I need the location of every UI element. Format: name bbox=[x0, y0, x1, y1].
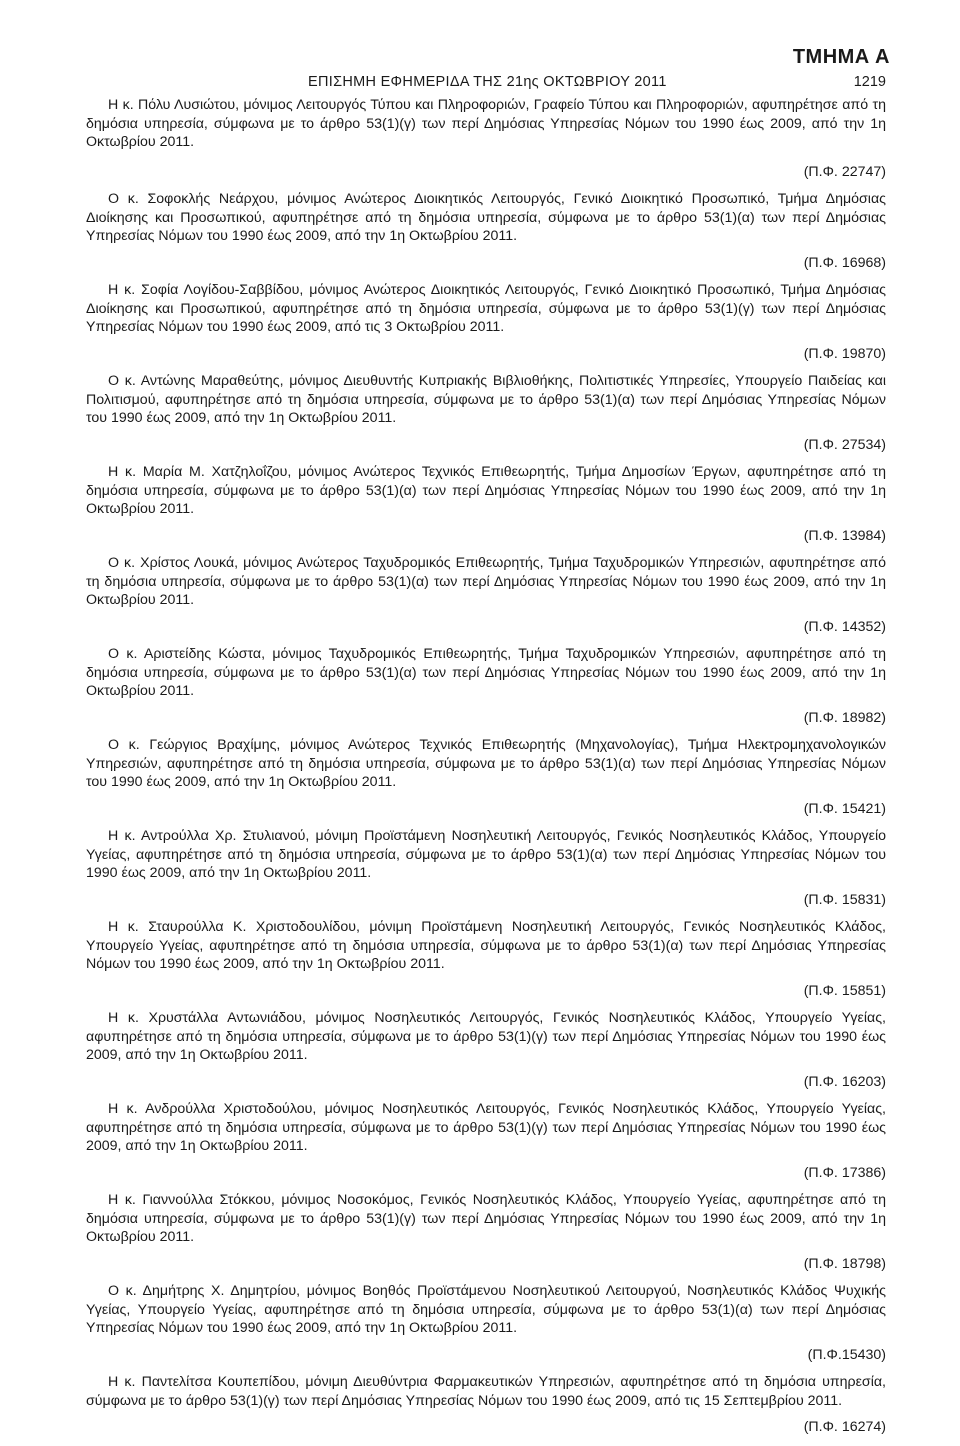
notice-entry bbox=[86, 1009, 886, 1091]
notice-reference: (Π.Φ. 15831) bbox=[803, 891, 886, 908]
notice-text: Η κ. Ανδρούλλα Χριστοδούλου, μόνιμος Νοσηλευτικός Λειτουργός, Γενικός Νοσηλευτικός Κλάδος, Υπουργείο Υγείας, αφυπηρέτησε από τη δημόσια υπηρεσία, σύμφωνα με το άρθρο 53(1)(γ) των περί Δημόσιας Υπηρεσίας Νόμων του 1990 έως 2009, από την 1η Οκτωβρίου 2011. bbox=[86, 1101, 886, 1154]
notice-text: Ο κ. Χρίστος Λουκά, μόνιμος Ανώτερος Ταχυδρομικός Επιθεωρητής, Τμήμα Ταχυδρομικών Υπηρεσιών, αφυπηρέτησε από τη δημόσια υπηρεσία, σύμφωνα με το άρθρο 53(1)(α) των περί Δημόσιας Υπηρεσίας Νόμων του 1990 έως 2009, από την 1η Οκτωβρίου 2011. bbox=[86, 555, 886, 608]
notice-text: Η κ. Πόλυ Λυσιώτου, μόνιμος Λειτουργός Τύπου και Πληροφοριών, Γραφείο Τύπου και Πληροφοριών, αφυπηρέτησε από τη δημόσια υπηρεσία, σύμφωνα με το άρθρο 53(1)(γ) των περί Δημόσιας Υπηρεσίας Νόμων του 1990 έως 2009, από την 1η Οκτωβρίου 2011. bbox=[86, 97, 886, 150]
notice-reference: (Π.Φ.15430) bbox=[807, 1346, 886, 1363]
notice-text: Η κ. Σοφία Λογίδου-Σαββίδου, μόνιμος Ανώτερος Διοικητικός Λειτουργός, Γενικό Διοικητικό Προσωπικό, Τμήμα Δημόσιας Διοίκησης και Προσωπικού, αφυπηρέτησε από τη δημόσια υπηρεσία, σύμφωνα με το άρθρο 53(1)(γ) των περί Δημόσιας Υπηρεσίας Νόμων του 1990 έως 2009, από τις 3 Οκτωβρίου 2011. bbox=[86, 282, 886, 335]
notice-text: Η κ. Αντρούλλα Χρ. Στυλιανού, μόνιμη Προϊστάμενη Νοσηλευτική Λειτουργός, Γενικός Νοσηλευτικός Κλάδος, Υπουργείο Υγείας, αφυπηρέτησε από τη δημόσια υπηρεσία, σύμφωνα με το άρθρο 53(1)(α) των περί Δημόσιας Υπηρεσίας Νόμων του 1990 έως 2009, από την 1η Οκτωβρίου 2011. bbox=[86, 828, 886, 881]
notice-reference: (Π.Φ. 17386) bbox=[803, 1164, 886, 1181]
notice-entry bbox=[86, 918, 886, 1000]
page-number: 1219 bbox=[853, 74, 886, 90]
notice-reference: (Π.Φ. 27534) bbox=[803, 436, 886, 453]
notice-reference: (Π.Φ. 14352) bbox=[803, 618, 886, 635]
notice-entry bbox=[86, 827, 886, 909]
notice-text: Η κ. Μαρία Μ. Χατζηλοΐζου, μόνιμος Ανώτερος Τεχνικός Επιθεωρητής, Τμήμα Δημοσίων Έργων, αφυπηρέτησε από τη δημόσια υπηρεσία, σύμφωνα με το άρθρο 53(1)(α) των περί Δημόσιας Υπηρεσίας Νόμων του 1990 έως 2009, από την 1η Οκτωβρίου 2011. bbox=[86, 464, 886, 517]
notice-reference: (Π.Φ. 15851) bbox=[803, 982, 886, 999]
notice-text: Η κ. Γιαννούλλα Στόκκου, μόνιμος Νοσοκόμος, Γενικός Νοσηλευτικός Κλάδος, Υπουργείο Υγείας, αφυπηρέτησε από τη δημόσια υπηρεσία, σύμφωνα με το άρθρο 53(1)(γ) των περί Δημόσιας Υπηρεσίας Νόμων του 1990 έως 2009, από την 1η Οκτωβρίου 2011. bbox=[86, 1192, 886, 1245]
notice-entry bbox=[86, 372, 886, 454]
notice-text: Ο κ. Γεώργιος Βραχίμης, μόνιμος Ανώτερος Τεχνικός Επιθεωρητής (Μηχανολογίας), Τμήμα Ηλεκτρομηχανολογικών Υπηρεσιών, αφυπηρέτησε από τη δημόσια υπηρεσία, σύμφωνα με το άρθρο 53(1)(α) των περί Δημόσιας Υπηρεσίας Νόμων του 1990 έως 2009, από την 1η Οκτωβρίου 2011. bbox=[86, 737, 886, 790]
notice-entry bbox=[86, 1191, 886, 1273]
notice-reference: (Π.Φ. 15421) bbox=[803, 800, 886, 817]
notice-entry bbox=[86, 281, 886, 363]
page-header bbox=[0, 74, 960, 94]
notice-entry bbox=[86, 554, 886, 636]
notice-reference: (Π.Φ. 18982) bbox=[803, 709, 886, 726]
notice-entry bbox=[86, 1373, 886, 1437]
notice-text: Ο κ. Αντώνης Μαραθεύτης, μόνιμος Διευθυντής Κυπριακής Βιβλιοθήκης, Πολιτιστικές Υπηρεσίες, Υπουργείο Παιδείας και Πολιτισμού, αφυπηρέτησε από τη δημόσια υπηρεσία, σύμφωνα με το άρθρο 53(1)(α) των περί Δημόσιας Υπηρεσίας Νόμων του 1990 έως 2009, από την 1η Οκτωβρίου 2011. bbox=[86, 373, 886, 426]
notice-text: Η κ. Παντελίτσα Κουπεπίδου, μόνιμη Διευθύντρια Φαρμακευτικών Υπηρεσιών, αφυπηρέτησε από τη δημόσια υπηρεσία, σύμφωνα με το άρθρο 53(1)(γ) των περί Δημόσιας Υπηρεσίας Νόμων του 1990 έως 2009, από τις 15 Σεπτεμβρίου 2011. bbox=[86, 1374, 886, 1409]
notice-entry bbox=[86, 463, 886, 545]
notice-text: Η κ. Σταυρούλλα Κ. Χριστοδουλίδου, μόνιμη Προϊστάμενη Νοσηλευτική Λειτουργός, Γενικός Νοσηλευτικός Κλάδος, Υπουργείο Υγείας, αφυπηρέτησε από τη δημόσια υπηρεσία, σύμφωνα με το άρθρο 53(1)(α) των περί Δημόσιας Υπηρεσίας Νόμων του 1990 έως 2009, από την 1η Οκτωβρίου 2011. bbox=[86, 919, 886, 972]
notice-reference: (Π.Φ. 18798) bbox=[803, 1255, 886, 1272]
notice-text: Ο κ. Δημήτρης Χ. Δημητρίου, μόνιμος Βοηθός Προϊστάμενου Νοσηλευτικού Λειτουργού, Νοσηλευτικός Κλάδος Ψυχικής Υγείας, Υπουργείο Υγείας, αφυπηρέτησε από τη δημόσια υπηρεσία, σύμφωνα με το άρθρο 53(1)(α) των περί Δημόσιας Υπηρεσίας Νόμων του 1990 έως 2009, από την 1η Οκτωβρίου 2011. bbox=[86, 1283, 886, 1336]
notice-entry bbox=[86, 190, 886, 272]
notice-reference: (Π.Φ. 13984) bbox=[803, 527, 886, 544]
notice-entry bbox=[86, 645, 886, 727]
notice-text: Ο κ. Αριστείδης Κώστα, μόνιμος Ταχυδρομικός Επιθεωρητής, Τμήμα Ταχυδρομικών Υπηρεσιών, αφυπηρέτησε από τη δημόσια υπηρεσία, σύμφωνα με το άρθρο 53(1)(α) των περί Δημόσιας Υπηρεσίας Νόμων του 1990 έως 2009, από την 1η Οκτωβρίου 2011. bbox=[86, 646, 886, 699]
notice-entry bbox=[86, 736, 886, 818]
notice-text: Η κ. Χρυστάλλα Αντωνιάδου, μόνιμος Νοσηλευτικός Λειτουργός, Γενικός Νοσηλευτικός Κλάδος, Υπουργείο Υγείας, αφυπηρέτησε από τη δημόσια υπηρεσία, σύμφωνα με το άρθρο 53(1)(γ) των περί Δημόσιας Υπηρεσίας Νόμων του 1990 έως 2009, από την 1η Οκτωβρίου 2011. bbox=[86, 1010, 886, 1063]
notice-entry bbox=[86, 1100, 886, 1182]
gazette-title: ΕΠΙΣΗΜΗ ΕΦΗΜΕΡΙΔΑ ΤΗΣ 21ης ΟΚΤΩΒΡΙΟΥ 2011 bbox=[308, 74, 667, 90]
notice-entry bbox=[86, 96, 886, 181]
section-label: ΤΜΗΜΑ Α bbox=[792, 46, 890, 68]
notice-entry bbox=[86, 1282, 886, 1364]
notice-reference: (Π.Φ. 16203) bbox=[803, 1073, 886, 1090]
notice-reference: (Π.Φ. 22747) bbox=[803, 163, 886, 180]
notice-text: Ο κ. Σοφοκλής Νεάρχου, μόνιμος Ανώτερος Διοικητικός Λειτουργός, Γενικό Διοικητικό Προσωπικό, Τμήμα Δημόσιας Διοίκησης και Προσωπικού, αφυπηρέτησε από τη δημόσια υπηρεσία, σύμφωνα με το άρθρο 53(1)(α) των περί Δημόσιας Υπηρεσίας Νόμων του 1990 έως 2009, από την 1η Οκτωβρίου 2011. bbox=[86, 191, 886, 244]
notice-reference: (Π.Φ. 19870) bbox=[803, 345, 886, 362]
notices-list bbox=[86, 96, 886, 1446]
notice-reference: (Π.Φ. 16968) bbox=[803, 254, 886, 271]
notice-reference: (Π.Φ. 16274) bbox=[803, 1419, 886, 1435]
